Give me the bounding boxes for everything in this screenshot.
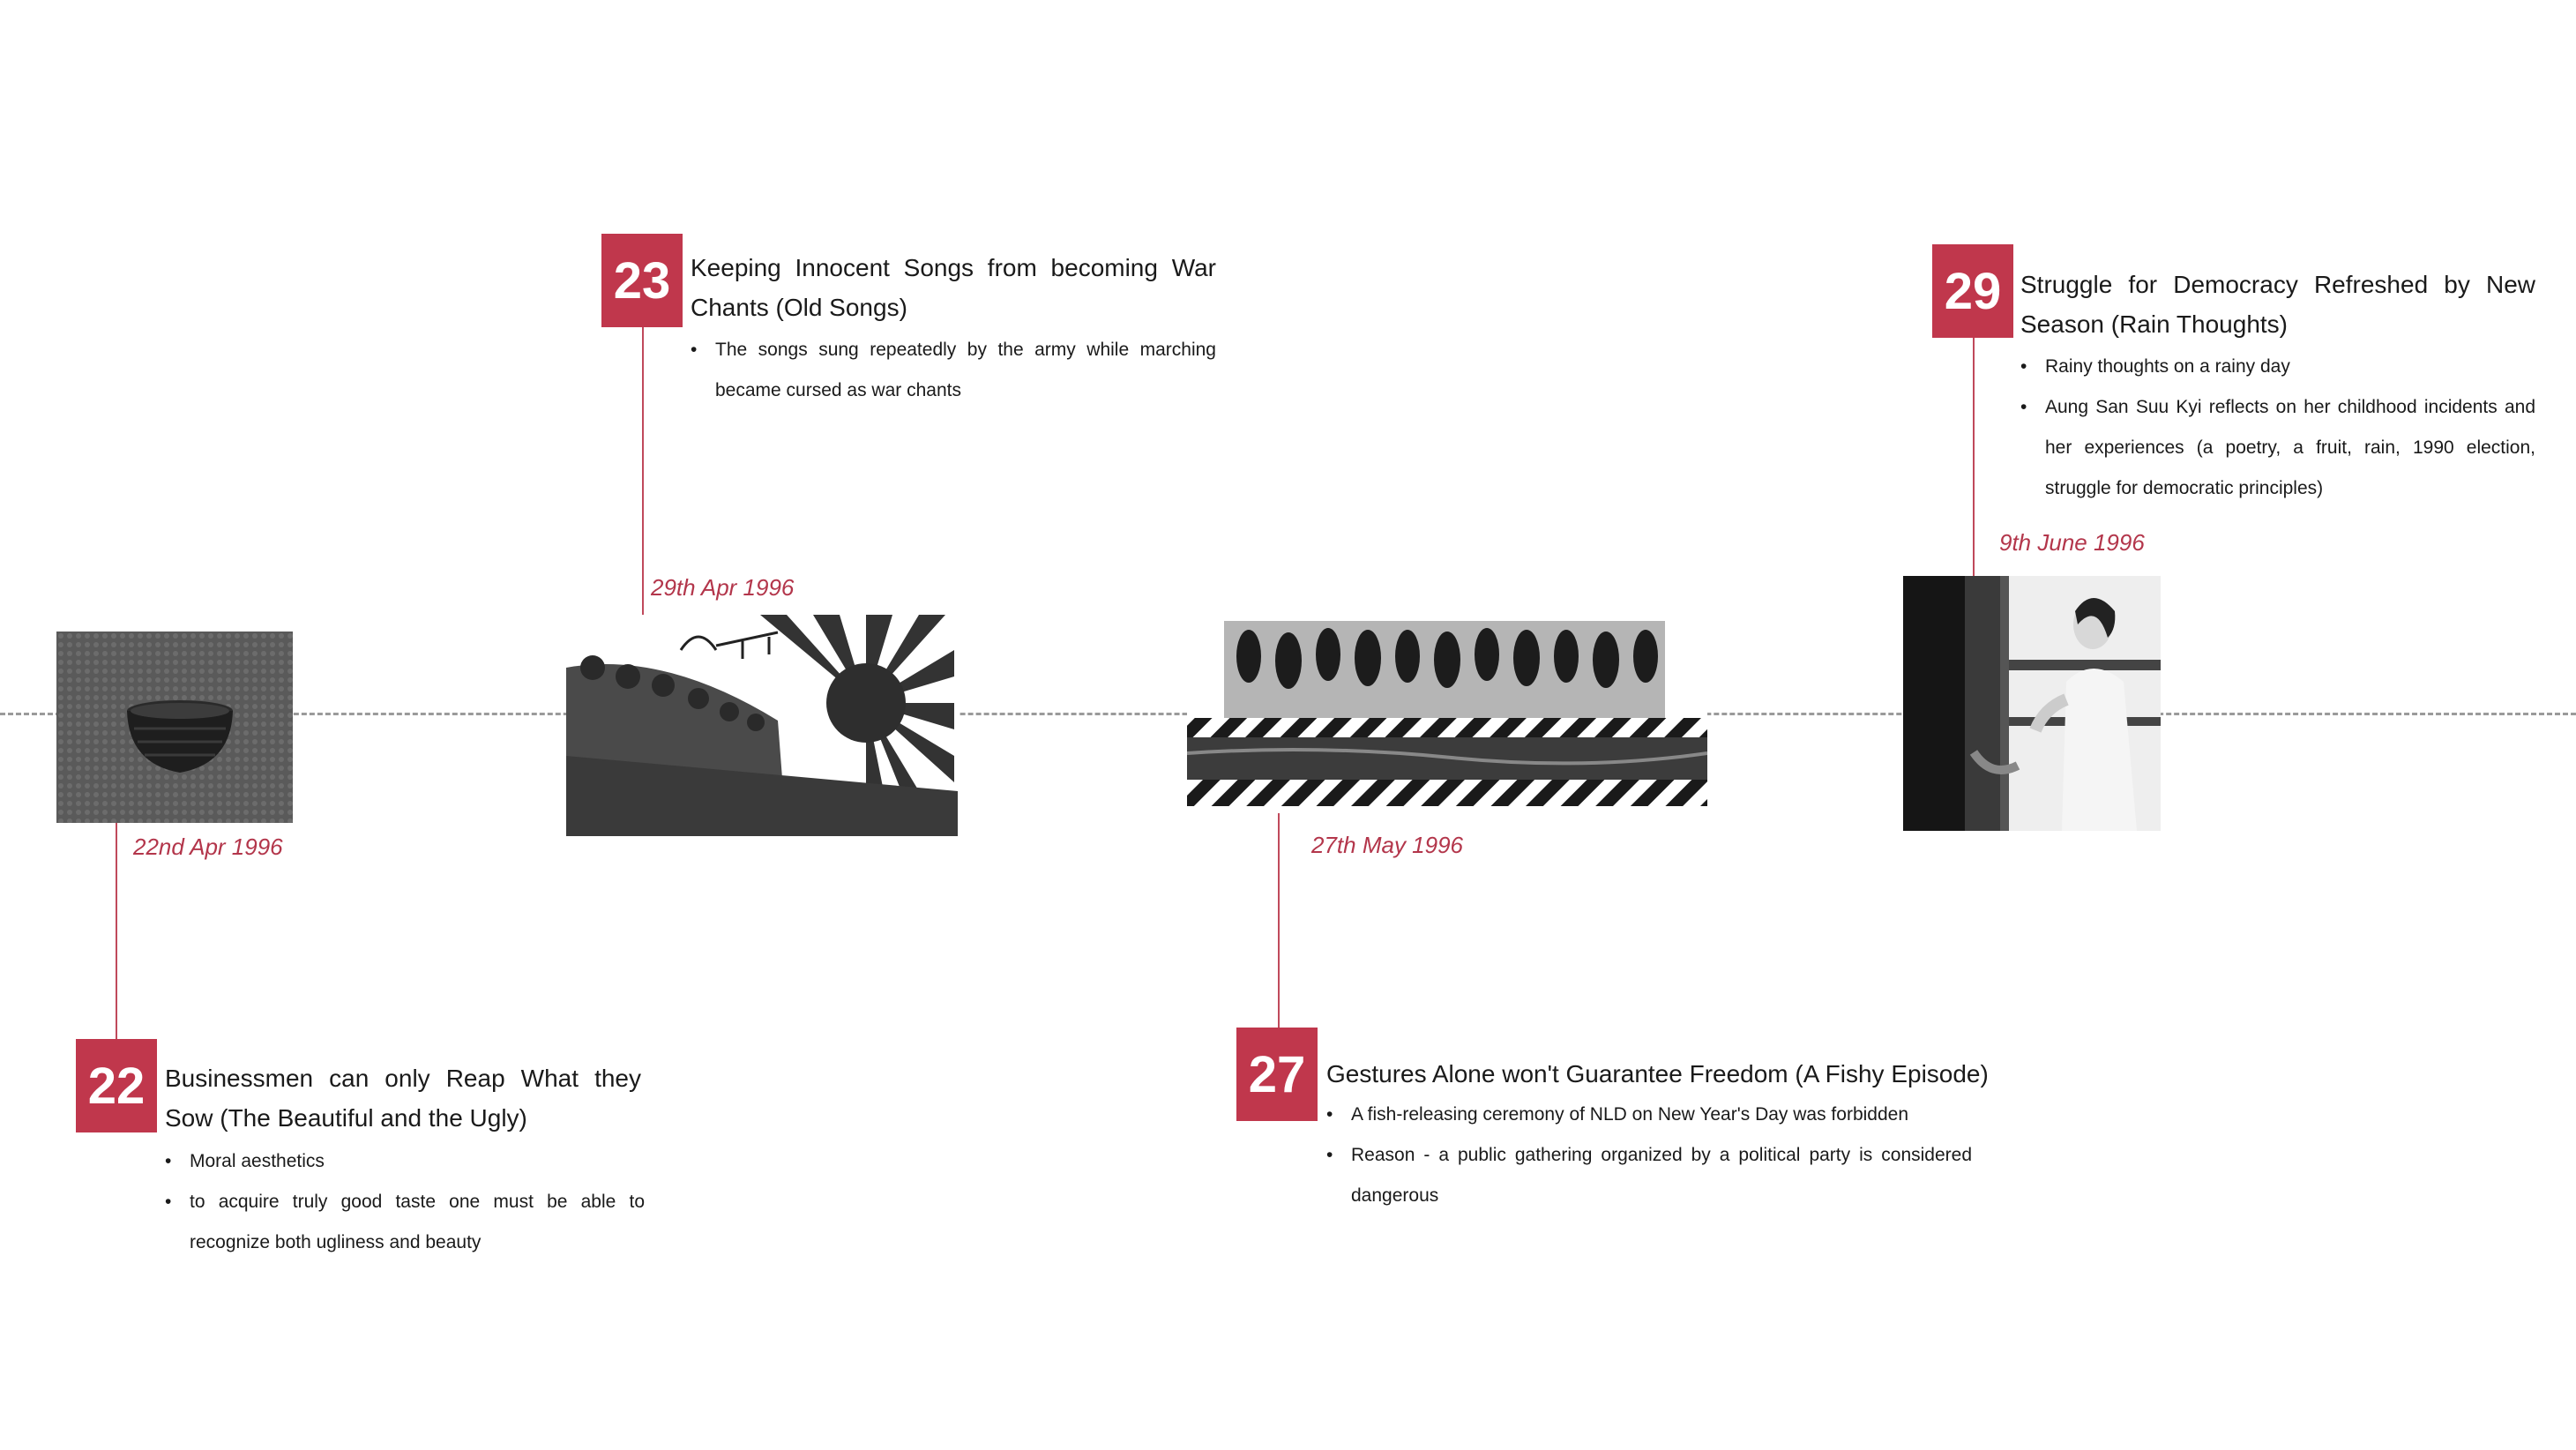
event-23-title: Keeping Innocent Songs from becoming War Chants (Old Songs) <box>691 254 1216 321</box>
event-27-title: Gestures Alone won't Guarantee Freedom (A Fishy Episode) <box>1326 1060 1989 1088</box>
event-27-bullets <box>1326 1095 1972 1216</box>
event-27-number-badge: 27 <box>1236 1028 1318 1121</box>
event-23-date: 29th Apr 1996 <box>651 574 795 601</box>
fish-releasing-photo <box>1187 621 1707 811</box>
event-22-number-badge: 22 <box>76 1039 157 1132</box>
event-29-bullet: • Aung San Suu Kyi reflects on her childhood incidents and her experiences (a poetry, a fruit, rain, 1990 election, struggle for democratic principles) <box>2020 387 2535 509</box>
soldiers-rising-sun-photo <box>566 615 958 836</box>
connector-29 <box>1973 338 1975 576</box>
bowl-photo <box>56 632 293 823</box>
event-23-number-badge: 23 <box>601 234 683 327</box>
woman-at-window-photo <box>1903 576 2161 831</box>
event-22-title: Businessmen can only Reap What they Sow (The Beautiful and the Ugly) <box>165 1065 641 1132</box>
event-27-date: 27th May 1996 <box>1311 832 1464 858</box>
connector-27 <box>1278 813 1280 1028</box>
event-27-bullet: • Reason - a public gathering organized by a political party is considered dangerous <box>1326 1135 1972 1216</box>
event-22-bullets <box>165 1141 645 1263</box>
event-27-bullet: • A fish-releasing ceremony of NLD on New Year's Day was forbidden <box>1326 1095 1972 1135</box>
event-23-bullet: • The songs sung repeatedly by the army while marching became cursed as war chants <box>691 330 1216 411</box>
event-29-bullet: • Rainy thoughts on a rainy day <box>2020 347 2535 387</box>
event-29-bullets <box>2020 347 2535 509</box>
event-29-title: Struggle for Democracy Refreshed by New Season (Rain Thoughts) <box>2020 271 2535 338</box>
event-22-bullet: • Moral aesthetics <box>165 1141 645 1182</box>
connector-22 <box>116 820 117 1039</box>
event-23-bullets <box>691 330 1216 411</box>
event-22-date: 22nd Apr 1996 <box>133 833 283 860</box>
event-29-number-badge: 29 <box>1932 244 2013 338</box>
event-29-date: 9th June 1996 <box>1999 529 2145 556</box>
event-22-bullet: • to acquire truly good taste one must be able to recognize both ugliness and beauty <box>165 1182 645 1263</box>
